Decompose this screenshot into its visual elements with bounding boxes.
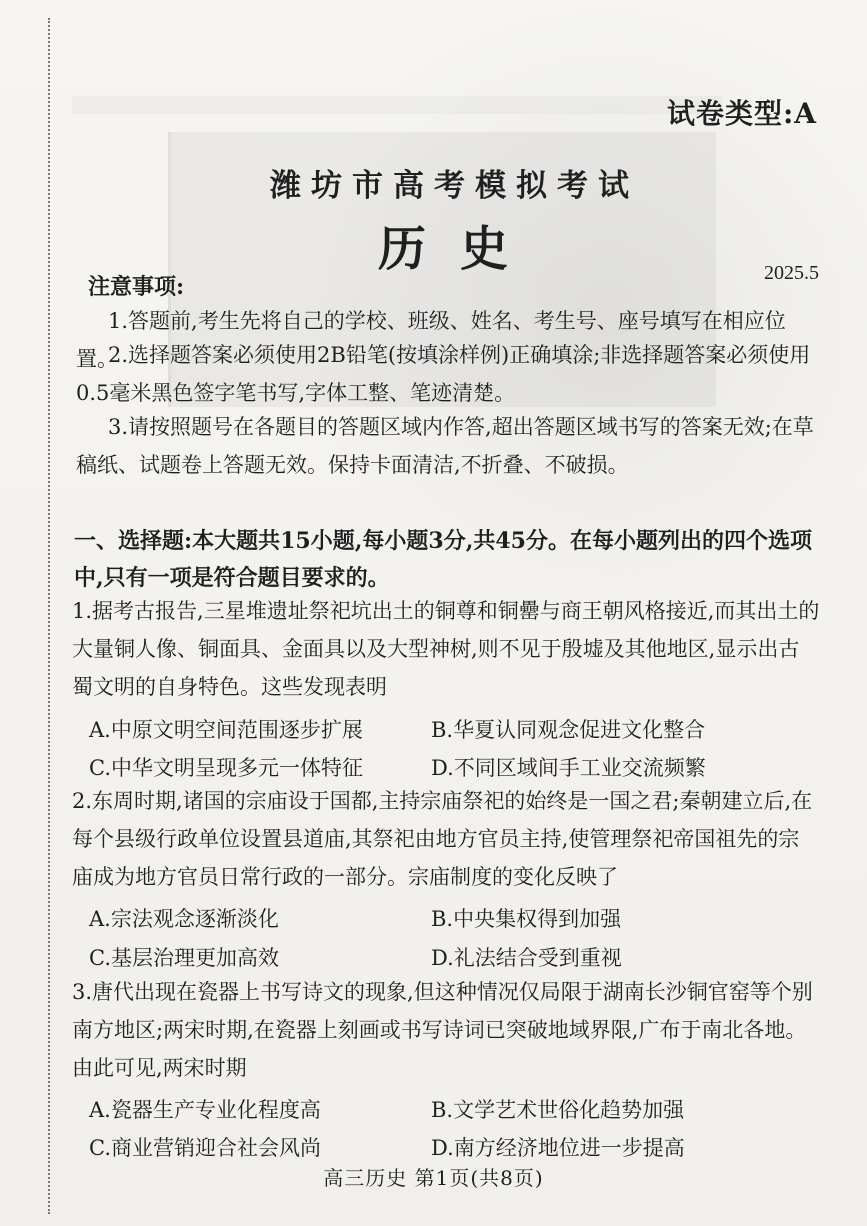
question-3-option-d: D.南方经济地位进一步提高 bbox=[431, 1136, 685, 1160]
paper-type-label: 试卷类型:A bbox=[666, 97, 817, 130]
question-2-option-d: D.礼法结合受到重视 bbox=[431, 946, 622, 970]
question-3-option-b: B.文学艺术世俗化趋势加强 bbox=[431, 1098, 685, 1122]
question-2-text: 2.东周时期,诸国的宗庙设于国都,主持宗庙祭祀的始终是一国之君;秦朝建立后,在每个县级行政单位设置县道庙,其祭祀由地方官员主持,使管理祭祀帝国祖先的宗庙成为地方官员日常行政的一部分。宗庙制度的变化反映了 bbox=[72, 789, 813, 889]
subject-title: 历史 bbox=[378, 221, 543, 277]
note-item-3: 3.请按照题号在各题目的答题区域内作答,超出答题区域书写的答案无效;在草稿纸、试题卷上答题无效。保持卡面清洁,不折叠、不破损。 bbox=[76, 415, 814, 477]
question-2-option-b: B.中央集权得到加强 bbox=[431, 907, 622, 931]
exam-title: 潍坊市高考模拟考试 bbox=[270, 168, 639, 204]
question-1-text: 1.据考古报告,三星堆遗址祭祀坑出土的铜尊和铜罍与商王朝风格接近,而其出土的大量铜人像、铜面具、金面具以及大型神树,则不见于殷墟及其他地区,显示出古蜀文明的自身特色。这些发现表明 bbox=[72, 599, 820, 699]
question-1-option-b: B.华夏认同观念促进文化整合 bbox=[431, 718, 706, 742]
section-heading: 一、选择题:本大题共15小题,每小题3分,共45分。在每小题列出的四个选项中,只有一项是符合题目要求的。 bbox=[74, 528, 812, 591]
page-footer: 高三历史 第1页(共8页) bbox=[323, 1166, 544, 1190]
question-3-option-c: C.商业营销迎合社会风尚 bbox=[89, 1136, 321, 1160]
exam-date: 2025.5 bbox=[764, 262, 819, 284]
note-item-1: 1.答题前,考生先将自己的学校、班级、姓名、考生号、座号填写在相应位置。 bbox=[76, 309, 786, 371]
question-2-option-a: A.宗法观念逐渐淡化 bbox=[89, 907, 279, 931]
note-item-2: 2.选择题答案必须使用2B铅笔(按填涂样例)正确填涂;非选择题答案必须使用0.5毫米黑色签字笔书写,字体工整、笔迹清楚。 bbox=[76, 343, 811, 405]
question-1-option-d: D.不同区域间手工业交流频繁 bbox=[431, 756, 706, 780]
question-3-option-a: A.瓷器生产专业化程度高 bbox=[89, 1098, 321, 1122]
question-1-option-c: C.中华文明呈现多元一体特征 bbox=[89, 756, 363, 780]
question-1-option-a: A.中原文明空间范围逐步扩展 bbox=[89, 718, 363, 742]
show-through-strip bbox=[72, 96, 722, 114]
question-2-option-c: C.基层治理更加高效 bbox=[89, 946, 279, 970]
question-3-text: 3.唐代出现在瓷器上书写诗文的现象,但这种情况仅局限于湖南长沙铜官窑等个别南方地区;两宋时期,在瓷器上刻画或书写诗词已突破地域界限,广布于南北各地。由此可见,两宋时期 bbox=[72, 980, 813, 1080]
notes-heading: 注意事项: bbox=[88, 274, 185, 300]
binding-dashed-line bbox=[48, 18, 50, 1214]
